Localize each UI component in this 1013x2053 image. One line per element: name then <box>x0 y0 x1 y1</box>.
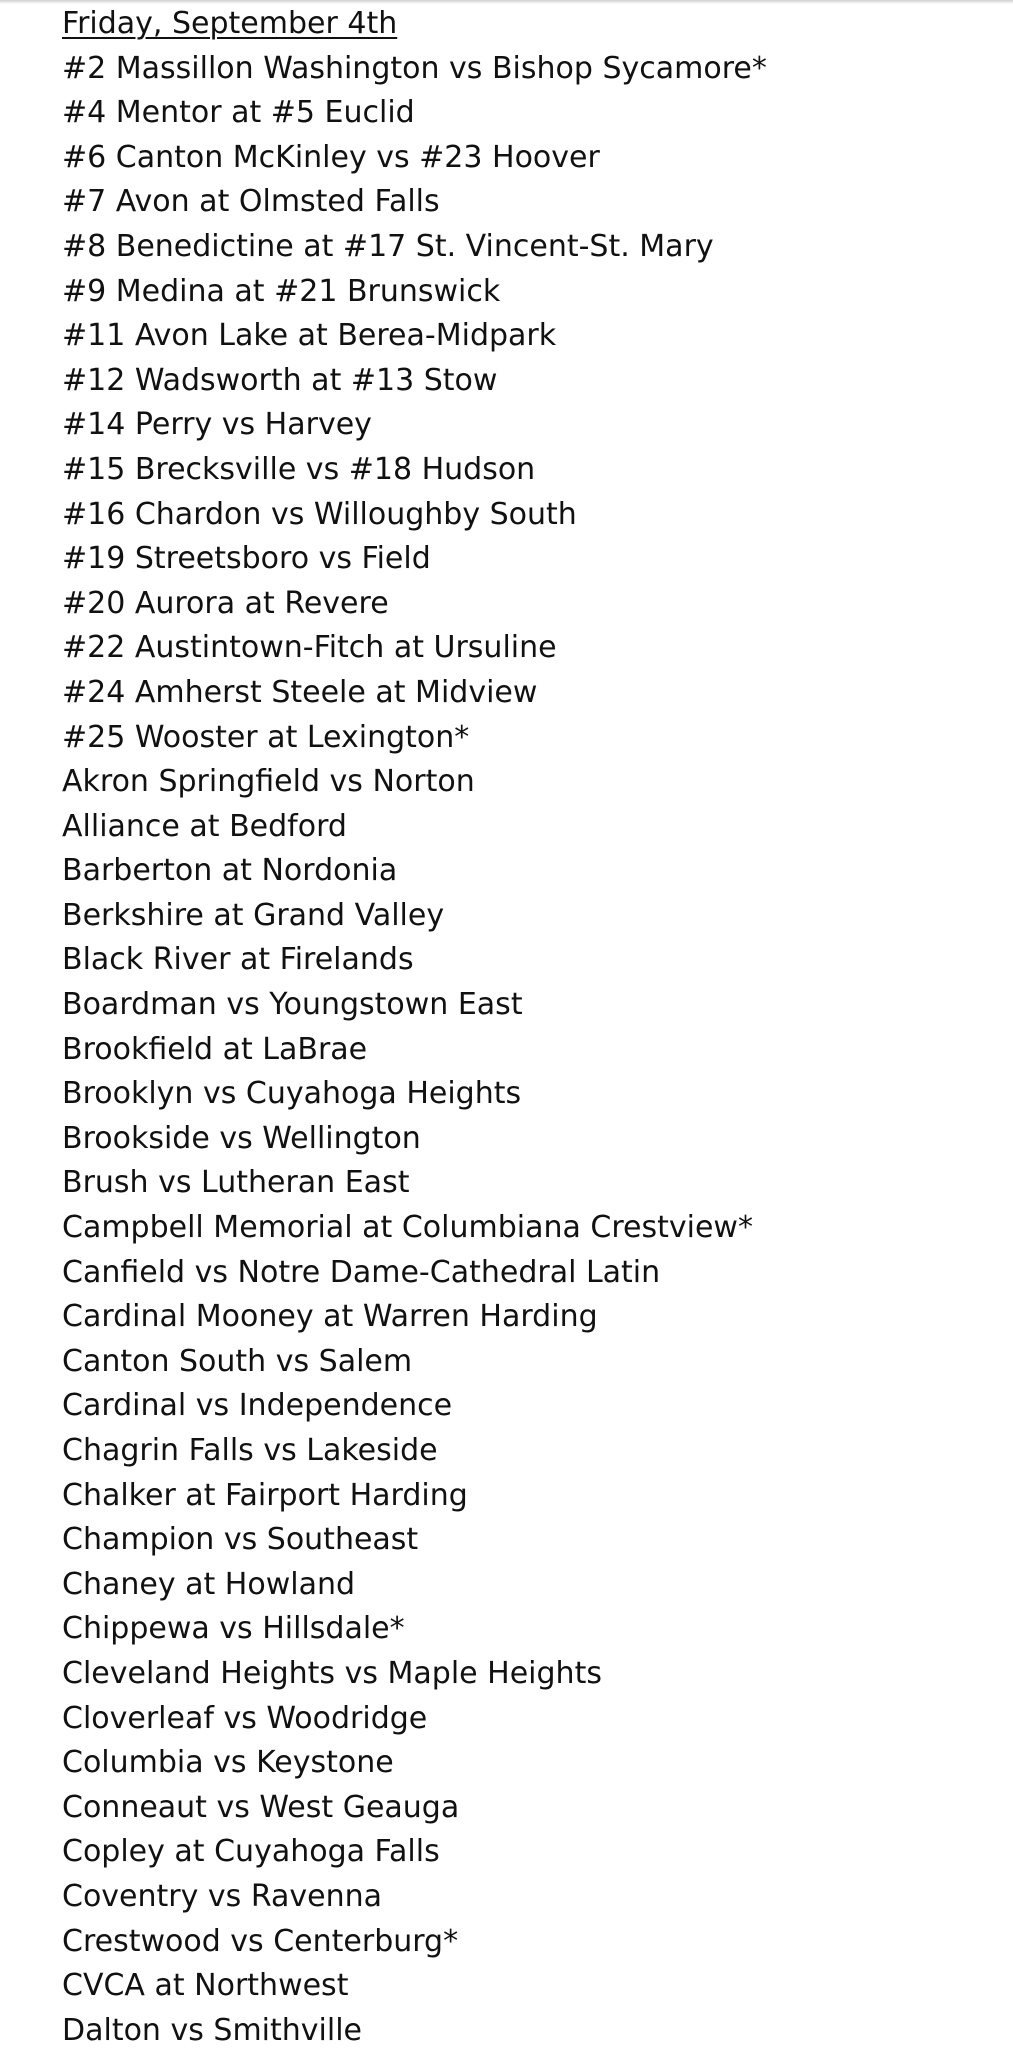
game-entry: Dalton vs Smithville <box>62 2012 362 2048</box>
game-entry: Canton South vs Salem <box>62 1343 413 1379</box>
game-entry: Cleveland Heights vs Maple Heights <box>62 1655 602 1691</box>
game-entry: #9 Medina at #21 Brunswick <box>62 273 501 309</box>
game-entry: #12 Wadsworth at #13 Stow <box>62 362 498 398</box>
game-entry: Brookside vs Wellington <box>62 1120 421 1156</box>
game-entry: #6 Canton McKinley vs #23 Hoover <box>62 139 600 175</box>
game-entry: Coventry vs Ravenna <box>62 1878 383 1914</box>
game-entry: #8 Benedictine at #17 St. Vincent-St. Mary <box>62 228 714 264</box>
game-entry: #7 Avon at Olmsted Falls <box>62 184 440 220</box>
game-entry: Chagrin Falls vs Lakeside <box>62 1433 438 1468</box>
game-entry: Champion vs Southeast <box>62 1522 419 1558</box>
game-entry: Columbia vs Keystone <box>62 1745 394 1781</box>
game-entry: #15 Brecksville vs #18 Hudson <box>62 451 536 487</box>
game-entry: Brush vs Lutheran East <box>62 1165 410 1201</box>
game-entry: Brookfield at LaBrae <box>62 1031 368 1067</box>
game-entry: Conneaut vs West Geauga <box>62 1789 460 1825</box>
game-entry: Alliance at Bedford <box>62 808 347 844</box>
schedule-date-heading: Friday, September 4th <box>62 6 398 41</box>
game-entry: Boardman vs Youngstown East <box>62 987 523 1023</box>
game-entry: #20 Aurora at Revere <box>62 585 389 621</box>
game-entry: Canfield vs Notre Dame-Cathedral Latin <box>62 1254 661 1290</box>
game-entry: #14 Perry vs Harvey <box>62 407 372 443</box>
game-entry: Brooklyn vs Cuyahoga Heights <box>62 1076 522 1112</box>
game-entry: #11 Avon Lake at Berea-Midpark <box>62 318 557 354</box>
game-entry: Cardinal vs Independence <box>62 1388 453 1424</box>
game-entry: Black River at Firelands <box>62 942 414 978</box>
game-entry: #19 Streetsboro vs Field <box>62 541 431 577</box>
game-entry: #22 Austintown-Fitch at Ursuline <box>62 630 557 666</box>
game-entry: Chaney at Howland <box>62 1566 356 1602</box>
game-entry: Berkshire at Grand Valley <box>62 897 445 933</box>
game-entry: Copley at Cuyahoga Falls <box>62 1834 440 1870</box>
game-entry: #24 Amherst Steele at Midview <box>62 674 538 710</box>
game-list <box>62 47 1002 2053</box>
game-entry: #2 Massillon Washington vs Bishop Sycamore* <box>62 50 767 86</box>
game-entry: Chalker at Fairport Harding <box>62 1477 468 1513</box>
game-entry: Cardinal Mooney at Warren Harding <box>62 1299 598 1335</box>
game-entry: Campbell Memorial at Columbiana Crestview* <box>62 1210 753 1246</box>
game-entry: #16 Chardon vs Willoughby South <box>62 496 577 532</box>
game-entry: #25 Wooster at Lexington* <box>62 719 470 755</box>
game-entry: Chippewa vs Hillsdale* <box>62 1611 405 1647</box>
game-schedule <box>62 2 1002 2053</box>
game-entry: Crestwood vs Centerburg* <box>62 1923 459 1959</box>
game-entry: Cloverleaf vs Woodridge <box>62 1700 428 1736</box>
game-entry: Akron Springfield vs Norton <box>62 764 475 800</box>
game-entry: Barberton at Nordonia <box>62 853 398 889</box>
game-entry: CVCA at Northwest <box>62 1968 349 2004</box>
game-entry: #4 Mentor at #5 Euclid <box>62 95 415 131</box>
